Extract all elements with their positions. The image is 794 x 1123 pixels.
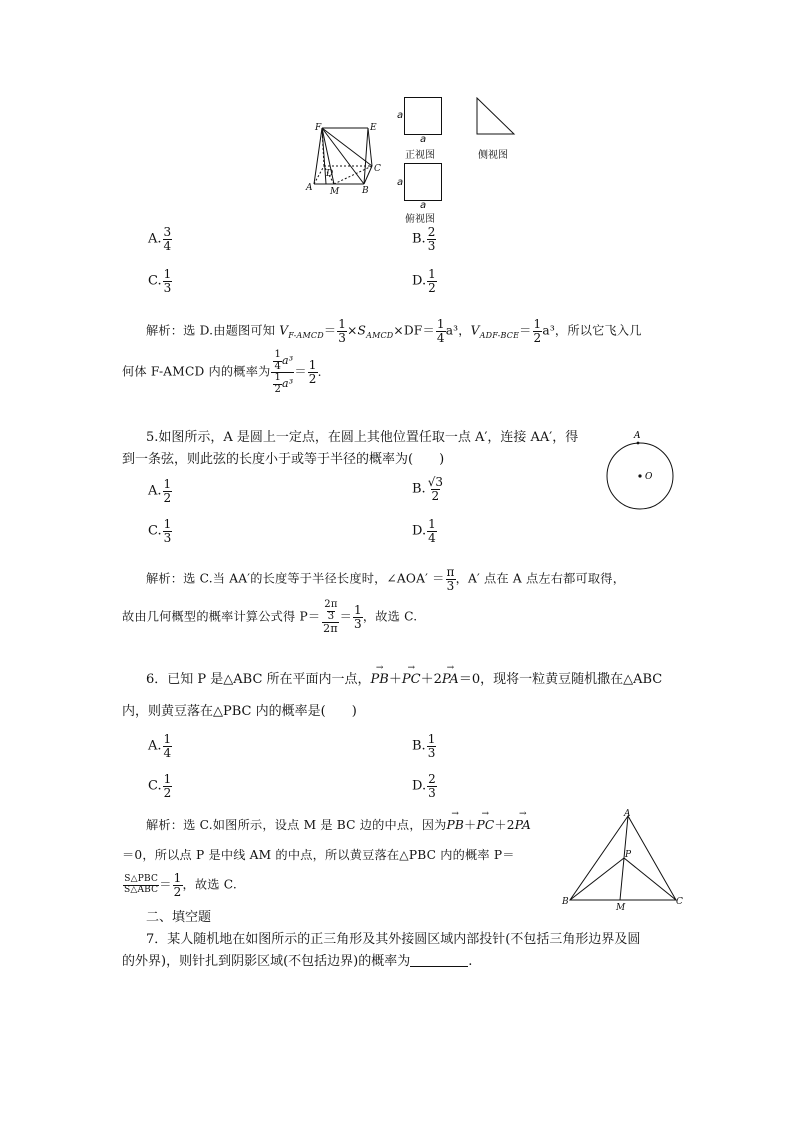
triangle-figure bbox=[558, 808, 688, 912]
q7-stem-line1: 7．某人随机地在如图所示的正三角形及其外接圆区域内部投针(不包括三角形边界及圆 bbox=[146, 932, 641, 947]
solid-figure bbox=[300, 118, 390, 196]
q4-sol-v1-sub: F-AMCD bbox=[288, 331, 324, 341]
q4-sol-a3a: a³， bbox=[445, 323, 471, 338]
circle-label-A: A bbox=[634, 431, 641, 441]
section2-title: 二、填空题 bbox=[146, 910, 212, 925]
top-view-bottom-label: a bbox=[420, 200, 427, 211]
q5-sol-outer-den: 2π bbox=[323, 622, 338, 635]
q6-option-a[interactable] bbox=[148, 733, 172, 759]
top-view-caption: 俯视图 bbox=[405, 214, 435, 225]
q6-option-c-den: 2 bbox=[163, 785, 172, 800]
tri-label-C: C bbox=[676, 897, 683, 907]
q6-sol-tail: ，故选 C. bbox=[182, 877, 237, 892]
q6-stem-part1: 6．已知 P 是△ABC 所在平面内一点， bbox=[146, 672, 371, 687]
q4-option-a-num: 3 bbox=[163, 225, 172, 239]
q6-vec-pc: → PC bbox=[402, 670, 421, 691]
q4-sol-eq2: ＝ bbox=[519, 323, 532, 338]
q4-option-a-den: 4 bbox=[163, 238, 172, 253]
q4-sol-bd-num: 1 bbox=[274, 372, 282, 383]
q5-option-d-num: 1 bbox=[428, 517, 436, 531]
q5-option-b-den: 2 bbox=[431, 488, 440, 503]
q4-option-b[interactable] bbox=[412, 226, 436, 252]
front-view-square bbox=[404, 97, 442, 135]
q5-option-c-den: 3 bbox=[163, 530, 172, 545]
q4-sol-df: ×DF＝ bbox=[393, 323, 435, 338]
q6-option-a-letter: A. bbox=[148, 738, 162, 754]
q4-sol-line2-prefix: 何体 F-AMCD 内的概率为 bbox=[122, 364, 271, 379]
q5-stem-line2: 到一条弦，则此弦的长度小于或等于半径的概率为( ) bbox=[122, 452, 445, 467]
label-D: D bbox=[326, 169, 334, 179]
label-M: M bbox=[330, 187, 340, 196]
q5-sol-on-num: 2π bbox=[324, 599, 338, 610]
label-E: E bbox=[370, 123, 377, 133]
tri-label-B: B bbox=[562, 897, 569, 907]
q5-option-d-letter: D. bbox=[412, 523, 427, 539]
label-A: A bbox=[306, 183, 313, 193]
q4-sol-f1-den: 3 bbox=[338, 330, 347, 345]
label-F: F bbox=[315, 123, 322, 133]
label-C: C bbox=[374, 164, 381, 174]
q5-sol-res-num: 1 bbox=[354, 603, 362, 618]
q6-stem-line1 bbox=[146, 670, 686, 691]
q6-option-d-num: 2 bbox=[428, 772, 436, 786]
q4-option-d-letter: D. bbox=[412, 273, 427, 289]
q4-sol-s-sub: AMCD bbox=[366, 331, 394, 341]
q5-option-c[interactable] bbox=[148, 518, 172, 544]
front-view-caption: 正视图 bbox=[405, 150, 435, 161]
q6-sol-frac-num: S△PBC bbox=[124, 874, 159, 885]
side-view-caption: 侧视图 bbox=[478, 150, 508, 161]
q4-sol-v1: V bbox=[279, 323, 289, 338]
q4-solution-line2 bbox=[122, 350, 682, 395]
q4-solution-line1 bbox=[146, 318, 686, 344]
q4-option-b-letter: B. bbox=[412, 231, 426, 247]
q4-sol-bn-num: 1 bbox=[274, 349, 282, 360]
q4-sol-result-eq: ＝ bbox=[294, 364, 307, 379]
q5-solution-line2 bbox=[122, 600, 682, 635]
q4-sol-result-tail: . bbox=[317, 365, 322, 379]
q6-sol-line1: 解析：选 C.如图所示，设点 M 是 BC 边的中点，因为 bbox=[146, 818, 447, 832]
q4-option-b-num: 2 bbox=[427, 225, 436, 239]
q4-sol-f2-num: 1 bbox=[436, 317, 445, 331]
q4-option-d[interactable] bbox=[412, 268, 437, 294]
q4-sol-bd-den: 2 bbox=[274, 383, 282, 395]
q6-option-c[interactable] bbox=[148, 773, 172, 799]
q5-option-a[interactable] bbox=[148, 478, 172, 504]
q5-option-b-num: √3 bbox=[427, 475, 443, 489]
q6-plus1: ＋ bbox=[388, 672, 402, 687]
q6-sol-vec-pa: → PA bbox=[515, 816, 531, 836]
q4-sol-f2-den: 4 bbox=[436, 330, 445, 345]
q6-option-d[interactable] bbox=[412, 773, 437, 799]
q5-option-d[interactable] bbox=[412, 518, 437, 544]
q6-plus2: ＋2 bbox=[420, 672, 442, 687]
q6-solution-line2: ＝0，所以点 P 是中线 AM 的中点，所以黄豆落在△PBC 内的概率 P＝ bbox=[122, 848, 515, 862]
q5-option-d-den: 4 bbox=[428, 530, 436, 545]
tri-label-P: P bbox=[625, 850, 632, 860]
q6-option-a-num: 1 bbox=[163, 732, 172, 746]
q7-stem-end: . bbox=[468, 954, 473, 969]
q6-solution-line3 bbox=[122, 872, 422, 898]
q5-option-a-den: 2 bbox=[163, 490, 172, 505]
q4-sol-result-den: 2 bbox=[308, 372, 317, 386]
q5-option-a-letter: A. bbox=[148, 483, 162, 499]
q4-option-a[interactable] bbox=[148, 226, 172, 252]
q4-option-c-letter: C. bbox=[148, 273, 162, 289]
q6-sol-res-num: 1 bbox=[173, 871, 182, 885]
q4-option-c-num: 1 bbox=[163, 267, 172, 281]
q4-option-c-den: 3 bbox=[163, 280, 172, 295]
q4-option-b-den: 3 bbox=[427, 238, 436, 253]
q6-sol-plus1: ＋ bbox=[464, 818, 477, 832]
q7-answer-blank[interactable] bbox=[410, 954, 468, 967]
q4-option-a-letter: A. bbox=[148, 231, 162, 247]
q6-vec-pa: → PA bbox=[442, 670, 459, 691]
front-view-bottom-label: a bbox=[420, 134, 427, 145]
q5-sol-prefix: 解析：选 C.当 AA′的长度等于半径长度时，∠AOA′ ＝ bbox=[146, 571, 445, 586]
q4-sol-v2: V bbox=[470, 323, 480, 338]
q6-vec-pb: → PB bbox=[371, 670, 389, 691]
q5-option-c-letter: C. bbox=[148, 523, 162, 539]
q5-sol-on-den: 3 bbox=[327, 610, 335, 622]
q7-stem-line2 bbox=[122, 952, 682, 973]
q4-sol-v2-sub: ADF-BCE bbox=[479, 331, 520, 341]
top-view-square bbox=[404, 163, 442, 201]
q4-sol-bn-tail: a³ bbox=[282, 354, 294, 368]
front-view-side-label: a bbox=[397, 110, 404, 121]
q5-sol-mid: ，A′ 点在 A 点左右都可取得， bbox=[455, 571, 626, 586]
q6-sol-res-den: 2 bbox=[173, 884, 182, 899]
q6-solution-line1 bbox=[146, 816, 566, 836]
q6-option-b-den: 3 bbox=[427, 745, 436, 760]
q6-stem-line2: 内，则黄豆落在△PBC 内的概率是( ) bbox=[122, 704, 357, 719]
tri-label-A: A bbox=[624, 809, 631, 819]
q6-option-c-letter: C. bbox=[148, 778, 162, 794]
side-view-triangle bbox=[476, 97, 516, 135]
q4-sol-result-num: 1 bbox=[308, 358, 317, 373]
q5-option-b[interactable] bbox=[412, 476, 444, 502]
q4-sol-eq1: ＝ bbox=[323, 323, 337, 338]
q6-sol-vec-pc: → PC bbox=[476, 816, 494, 836]
q4-sol-f3-den: 2 bbox=[533, 330, 542, 345]
q4-option-c[interactable] bbox=[148, 268, 172, 294]
q4-sol-s: S bbox=[357, 323, 367, 338]
q6-option-d-den: 3 bbox=[428, 785, 436, 800]
q4-sol-a3b: a³，所以它飞入几 bbox=[542, 323, 642, 338]
q5-option-b-letter: B. bbox=[412, 481, 426, 497]
q5-option-a-num: 1 bbox=[163, 477, 172, 491]
q4-option-d-num: 1 bbox=[428, 267, 436, 281]
q6-option-b-num: 1 bbox=[427, 732, 436, 746]
top-view-side-label: a bbox=[397, 177, 404, 188]
q4-sol-bn-den: 4 bbox=[274, 360, 282, 372]
circle-figure bbox=[600, 428, 690, 512]
q4-sol-f3-num: 1 bbox=[533, 317, 542, 331]
q6-option-b-letter: B. bbox=[412, 738, 426, 754]
q5-sol-eq: ＝ bbox=[339, 609, 353, 624]
q7-stem-line2-text: 的外界)，则针扎到阴影区域(不包括边界)的概率为 bbox=[122, 954, 411, 969]
q4-sol-f1-num: 1 bbox=[338, 317, 347, 331]
q4-option-d-den: 2 bbox=[428, 280, 436, 295]
q6-option-a-den: 4 bbox=[163, 745, 172, 760]
q5-sol-line2-prefix: 故由几何概型的概率计算公式得 P＝ bbox=[122, 609, 321, 624]
q5-solution-line1 bbox=[146, 566, 686, 592]
q5-sol-tail: ，故选 C. bbox=[362, 609, 418, 624]
q5-option-c-num: 1 bbox=[163, 517, 172, 531]
q5-stem-line1: 5.如图所示，A 是圆上一定点，在圆上其他位置任取一点 A′，连接 AA′，得 bbox=[146, 430, 579, 445]
q5-sol-angle-den: 3 bbox=[446, 578, 455, 593]
circle-label-O: O bbox=[645, 472, 653, 482]
q6-option-c-num: 1 bbox=[163, 772, 172, 786]
q4-sol-times: × bbox=[347, 323, 358, 338]
q6-option-b[interactable] bbox=[412, 733, 436, 759]
tri-label-M: M bbox=[616, 903, 626, 912]
label-B: B bbox=[362, 186, 369, 196]
q4-sol-bd-tail: a³ bbox=[282, 377, 294, 391]
q6-stem-part2: ＝0，现将一粒黄豆随机撒在△ABC bbox=[458, 672, 663, 687]
q5-sol-res-den: 3 bbox=[354, 616, 362, 631]
q6-sol-frac-den: S△ABC bbox=[124, 884, 159, 895]
q6-sol-plus2: ＋2 bbox=[494, 818, 515, 832]
q4-sol-prefix: 解析：选 D.由题图可知 bbox=[146, 323, 280, 338]
q6-option-d-letter: D. bbox=[412, 778, 427, 794]
q6-sol-eq: ＝ bbox=[159, 877, 172, 892]
q5-sol-angle-num: π bbox=[446, 565, 455, 579]
q6-sol-vec-pb: → PB bbox=[446, 816, 464, 836]
